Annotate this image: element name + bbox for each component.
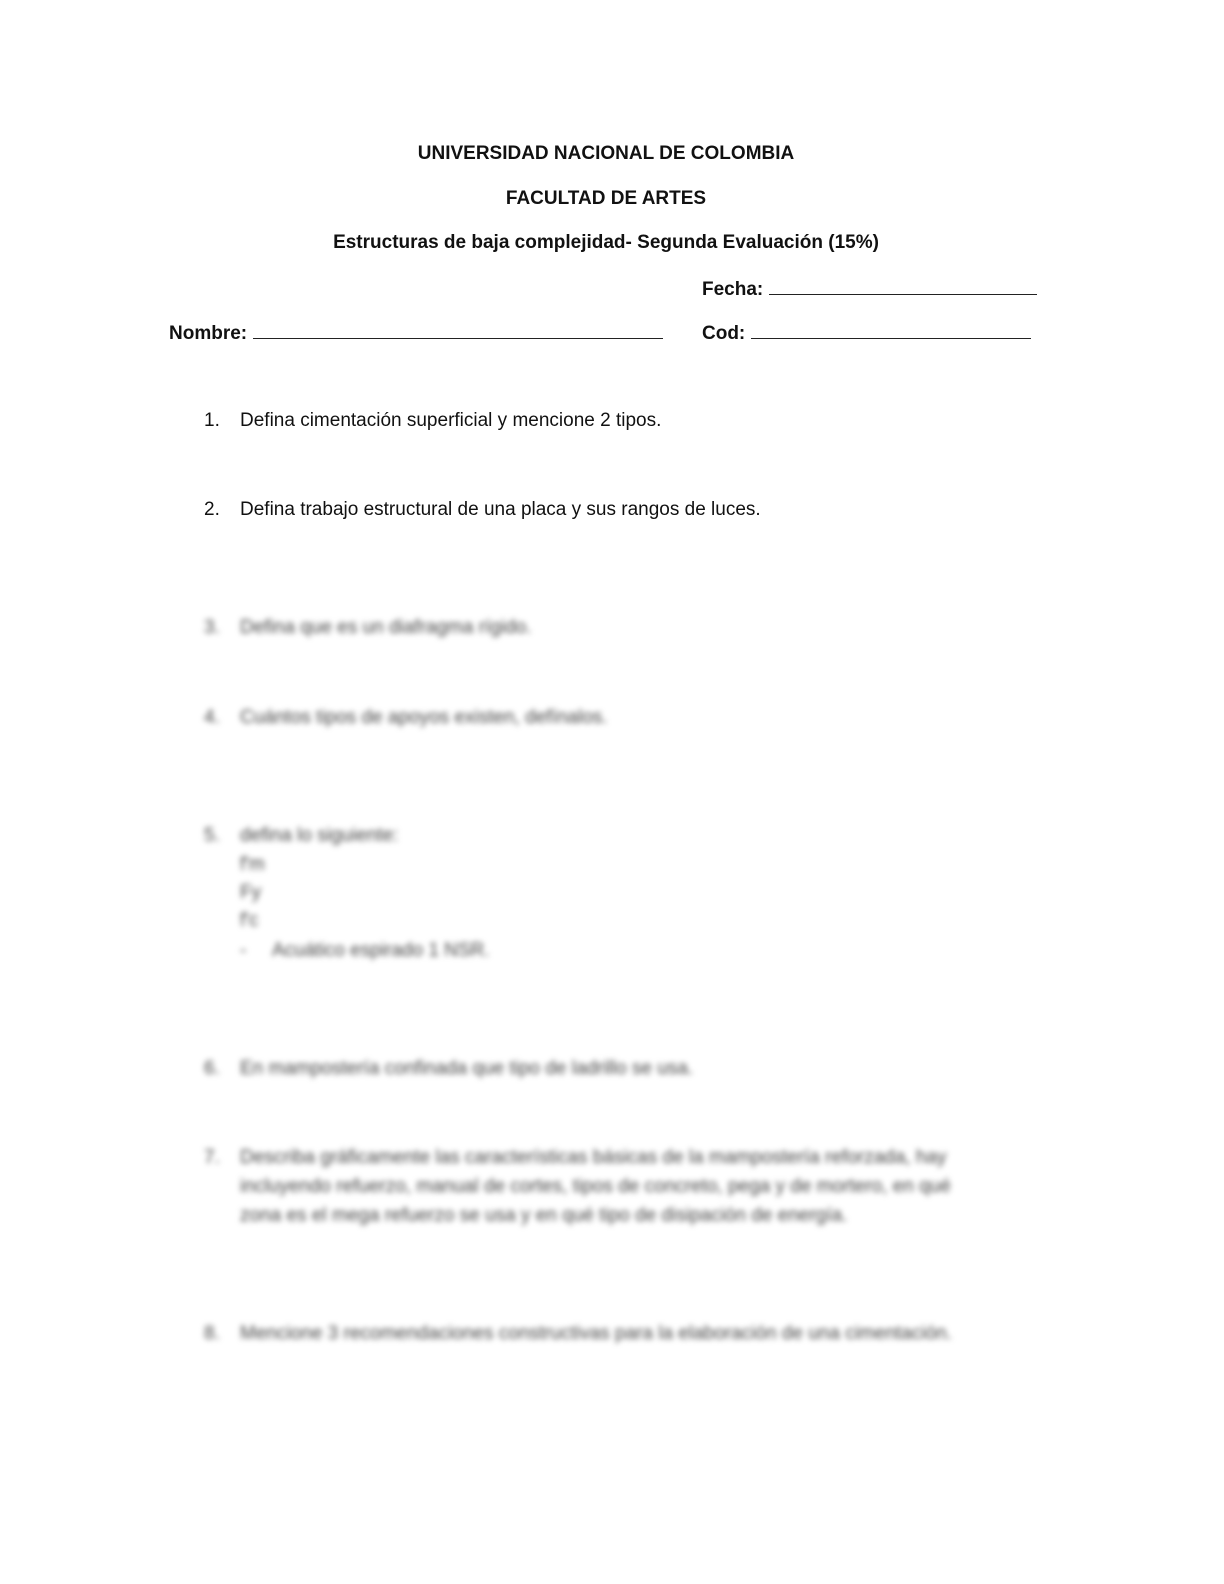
cod-label: Cod:	[702, 323, 746, 344]
question-5-bullet	[240, 936, 490, 965]
question-text: defina lo siguiente:	[240, 825, 399, 846]
question-text: Mencione 3 recomendaciones constructivas para la elaboración de una cimentación.	[240, 1323, 952, 1344]
question-number: 2.	[204, 499, 220, 520]
question-text: Defina trabajo estructural de una placa y sus rangos de luces.	[240, 499, 761, 520]
nombre-label: Nombre:	[169, 323, 248, 344]
question-5-item: f'c	[240, 910, 259, 931]
question-text: Defina cimentación superficial y mencione 2 tipos.	[240, 410, 662, 431]
question-text: Defina que es un diafragma rígido.	[240, 617, 532, 638]
nombre-field	[169, 320, 663, 346]
question-6	[204, 1054, 693, 1083]
question-number: 7.	[204, 1147, 220, 1168]
question-number: 3.	[204, 617, 220, 638]
cod-blank-line	[751, 320, 1031, 339]
question-7-line: incluyendo refuerzo, manual de cortes, tipos de concreto, pega y de mortero, en qué	[240, 1176, 951, 1197]
question-text: Cuántos tipos de apoyos existen, defínalos.	[240, 707, 608, 728]
question-text: En mampostería confinada que tipo de ladrillo se usa.	[240, 1058, 694, 1079]
question-number: 5.	[204, 825, 220, 846]
question-number: 8.	[204, 1323, 220, 1344]
question-text: Describa gráficamente las características básicas de la mampostería reforzada, hay	[240, 1147, 947, 1168]
fecha-field	[702, 276, 1037, 302]
university-title: UNIVERSIDAD NACIONAL DE COLOMBIA	[417, 143, 795, 164]
question-number: 1.	[204, 410, 220, 431]
question-number: 4.	[204, 707, 220, 728]
question-2	[204, 495, 761, 524]
question-1	[204, 406, 661, 435]
faculty-title: FACULTAD DE ARTES	[505, 188, 707, 209]
bullet-text: Acuático espirado 1 NSR.	[272, 940, 490, 961]
question-7-line: zona es el mega refuerzo se usa y en qué tipo de disipación de energía.	[240, 1205, 848, 1226]
bullet-symbol: -	[240, 940, 247, 961]
course-title: Estructuras de baja complejidad- Segunda Evaluación (15%)	[333, 232, 879, 253]
fecha-label: Fecha:	[702, 279, 764, 300]
fecha-blank-line	[769, 276, 1037, 295]
question-4	[204, 703, 608, 732]
question-5-item: f'm	[240, 854, 265, 875]
question-3	[204, 613, 532, 642]
question-5	[204, 821, 398, 850]
nombre-blank-line	[253, 320, 663, 339]
question-8	[204, 1319, 952, 1348]
question-number: 6.	[204, 1058, 220, 1079]
question-5-item: Fy	[240, 882, 262, 903]
cod-field	[702, 320, 1031, 346]
question-7	[204, 1143, 946, 1172]
